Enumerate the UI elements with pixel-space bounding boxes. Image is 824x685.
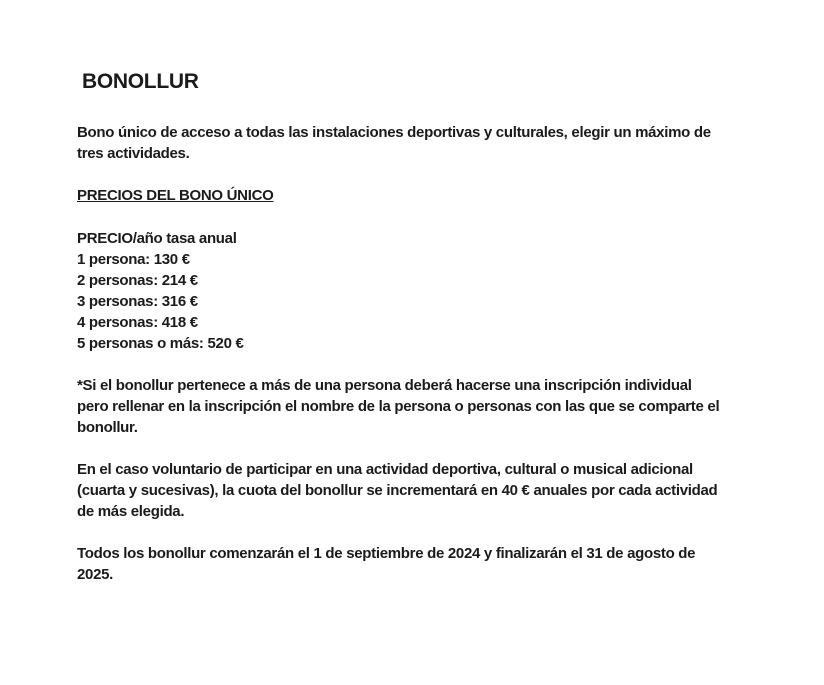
intro-line: Bono único de acceso a todas las instalaciones deportivas y culturales, elegir un máximo de — [77, 124, 711, 141]
extra-activity-line: de más elegida. — [77, 503, 185, 520]
intro-line: tres actividades. — [77, 145, 190, 162]
validity-dates-line: 2025. — [77, 566, 114, 583]
shared-note-line: pero rellenar en la inscripción el nombre de la persona o personas con las que se comparte el — [77, 398, 720, 415]
price-list-item: 1 persona: 130 € — [77, 251, 190, 268]
validity-dates-note — [77, 543, 767, 585]
shared-note-line: bonollur. — [77, 419, 138, 436]
price-list-item: 3 personas: 316 € — [77, 293, 198, 310]
page-title: BONOLLUR — [82, 70, 199, 93]
price-list-item: 2 personas: 214 € — [77, 272, 198, 289]
shared-note-line: *Si el bonollur pertenece a más de una persona deberá hacerse una inscripción individual — [77, 377, 692, 394]
price-list — [77, 228, 767, 354]
price-list-label: PRECIO/año tasa anual — [77, 230, 237, 247]
price-list-item: 5 personas o más: 520 € — [77, 335, 244, 352]
validity-dates-line: Todos los bonollur comenzarán el 1 de septiembre de 2024 y finalizarán el 31 de agosto de — [77, 545, 696, 562]
prices-heading-wrap — [77, 185, 767, 228]
shared-bonollur-note — [77, 375, 767, 438]
extra-activity-note — [77, 459, 767, 522]
intro-paragraph — [77, 122, 767, 164]
extra-activity-line: En el caso voluntario de participar en una actividad deportiva, cultural o musical adicional — [77, 461, 693, 478]
price-list-item: 4 personas: 418 € — [77, 314, 198, 331]
prices-section-heading: PRECIOS DEL BONO ÚNICO — [77, 187, 274, 204]
document-content — [77, 68, 767, 606]
extra-activity-line: (cuarta y sucesivas), la cuota del bonollur se incrementará en 40 € anuales por cada actividad — [77, 482, 718, 499]
